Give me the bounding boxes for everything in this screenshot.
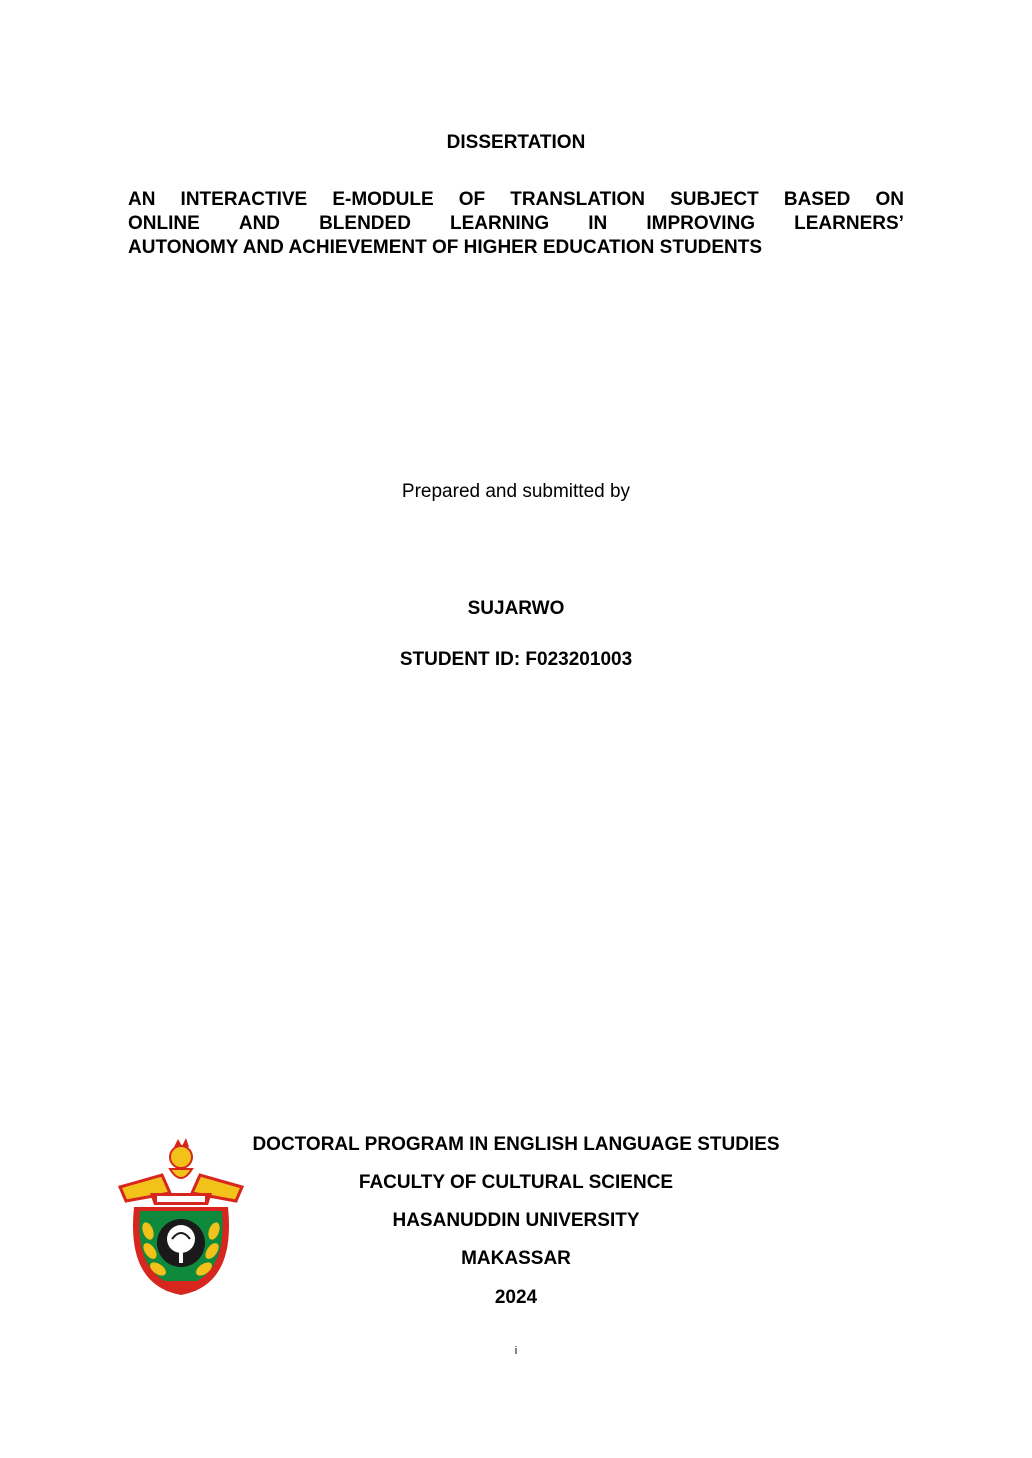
document-type-heading: DISSERTATION [446, 132, 586, 153]
title-line-2: ONLINE AND BLENDED LEARNING IN IMPROVING LEARNERS’ [128, 213, 904, 234]
student-id: STUDENT ID: F023201003 [399, 649, 633, 670]
page-number: i [514, 1345, 518, 1357]
title-line-3: AUTONOMY AND ACHIEVEMENT OF HIGHER EDUCATION STUDENTS [128, 237, 763, 258]
dissertation-title [128, 188, 904, 260]
university-name: HASANUDDIN UNIVERSITY [392, 1210, 640, 1231]
author-name: SUJARWO [467, 598, 565, 619]
submission-year: 2024 [494, 1287, 538, 1308]
city-name: MAKASSAR [461, 1248, 571, 1269]
prepared-by-label: Prepared and submitted by [401, 481, 631, 502]
program-name: DOCTORAL PROGRAM IN ENGLISH LANGUAGE STUDIES [252, 1134, 780, 1155]
faculty-name: FACULTY OF CULTURAL SCIENCE [358, 1172, 674, 1193]
title-line-1: AN INTERACTIVE E-MODULE OF TRANSLATION SUBJECT BASED ON [128, 189, 904, 210]
